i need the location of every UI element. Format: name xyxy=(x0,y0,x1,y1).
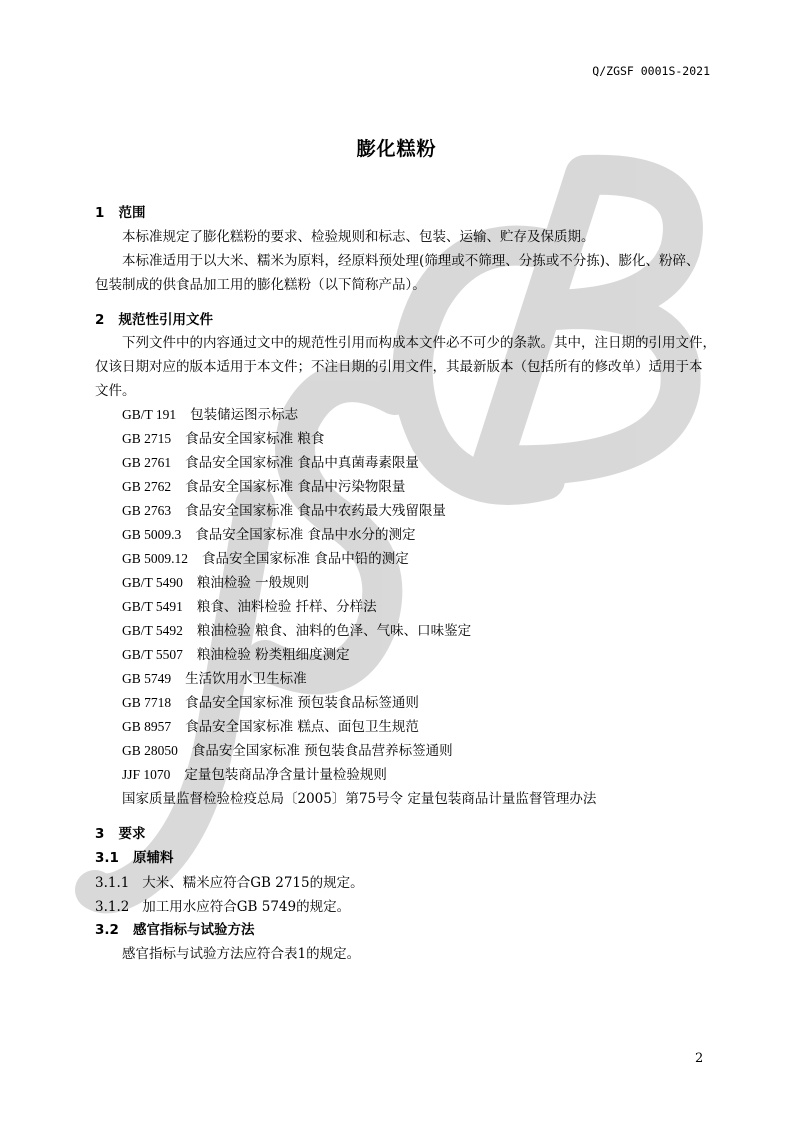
reference-code: GB 5009.3 xyxy=(122,527,182,542)
reference-code: GB/T 5507 xyxy=(122,647,183,662)
reference-title: 定量包装商品净含量计量检验规则 xyxy=(184,767,387,783)
subsection-number: 3.1 xyxy=(95,850,119,866)
reference-item xyxy=(122,551,409,567)
reference-code: GB 28050 xyxy=(122,743,178,758)
paragraph: 本标准规定了膨化糕粉的要求、检验规则和标志、包装、运输、贮存及保质期。 xyxy=(122,229,595,245)
reference-item xyxy=(122,431,324,447)
clause-text: 大米、糯米应符合GB 2715的规定。 xyxy=(142,875,364,891)
reference-item xyxy=(122,599,377,615)
reference-item xyxy=(122,767,387,783)
reference-item xyxy=(122,479,405,495)
reference-item xyxy=(122,527,416,543)
clause-number: 3.1.1 xyxy=(95,875,130,891)
reference-item xyxy=(122,719,419,735)
subsection-3-2-heading xyxy=(95,922,255,938)
paragraph: 感官指标与试验方法应符合表1的规定。 xyxy=(122,946,361,962)
reference-item xyxy=(122,671,307,687)
section-number: 1 xyxy=(95,205,105,221)
reference-title: 食品安全国家标准 粮食 xyxy=(185,431,325,447)
reference-code: GB 8957 xyxy=(122,719,172,734)
paragraph-continuation: 仅该日期对应的版本适用于本文件；不注日期的引用文件，其最新版本（包括所有的修改单）适用于本 xyxy=(95,359,703,375)
clause-3-1-1 xyxy=(95,875,364,891)
reference-code: GB 2761 xyxy=(122,455,172,470)
reference-title: 食品安全国家标准 食品中真菌毒素限量 xyxy=(185,455,419,471)
paragraph: 下列文件中的内容通过文中的规范性引用而构成本文件必不可少的条款。其中，注日期的引用文件， xyxy=(122,335,716,351)
section-1-heading xyxy=(95,205,146,221)
paragraph-continuation: 文件。 xyxy=(95,383,136,399)
reference-title: 粮油检验 一般规则 xyxy=(196,575,310,591)
reference-code: GB/T 5490 xyxy=(122,575,183,590)
reference-title: 粮食、油料检验 扦样、分样法 xyxy=(196,599,377,615)
reference-title: 包装储运图示标志 xyxy=(190,407,299,423)
subsection-title: 感官指标与试验方法 xyxy=(133,922,255,938)
reference-item xyxy=(122,743,453,759)
section-3-heading xyxy=(95,826,146,842)
reference-title: 食品安全国家标准 预包装食品营养标签通则 xyxy=(191,743,453,759)
reference-item xyxy=(122,575,309,591)
reference-item xyxy=(122,647,350,663)
paragraph: 本标准适用于以大米、糯米为原料，经原料预处理(筛理或不筛理、分拣或不分拣)、膨化、粉碎、 xyxy=(122,253,700,269)
reference-item xyxy=(122,455,419,471)
clause-number: 3.1.2 xyxy=(95,899,130,915)
reference-title: 生活饮用水卫生标准 xyxy=(185,671,307,687)
reference-item xyxy=(122,623,471,639)
reference-code: GB 7718 xyxy=(122,695,172,710)
reference-code: GB 2763 xyxy=(122,503,172,518)
reference-title: 食品安全国家标准 食品中水分的测定 xyxy=(195,527,416,543)
document-code: Q/ZGSF 0001S-2021 xyxy=(592,64,710,78)
reference-code: JJF 1070 xyxy=(122,767,171,782)
document-title: 膨化糕粉 xyxy=(356,138,437,160)
section-number: 3 xyxy=(95,826,105,842)
subsection-3-1-heading xyxy=(95,850,174,866)
reference-title: 粮油检验 粉类粗细度测定 xyxy=(196,647,350,663)
reference-title: 食品安全国家标准 预包装食品标签通则 xyxy=(185,695,419,711)
reference-title: 粮油检验 粮食、油料的色泽、气味、口味鉴定 xyxy=(196,623,472,639)
section-2-heading xyxy=(95,312,213,328)
reference-code: GB 2762 xyxy=(122,479,172,494)
clause-3-1-2 xyxy=(95,899,350,915)
section-title: 范围 xyxy=(118,205,146,221)
subsection-number: 3.2 xyxy=(95,922,119,938)
page-number: 2 xyxy=(695,1051,704,1066)
section-title: 要求 xyxy=(118,826,146,842)
section-number: 2 xyxy=(95,312,105,328)
reference-code: GB 2715 xyxy=(122,431,172,446)
reference-item xyxy=(122,503,446,519)
reference-code: GB/T 191 xyxy=(122,407,177,422)
reference-title: 食品安全国家标准 食品中铅的测定 xyxy=(202,551,409,567)
reference-title: 食品安全国家标准 食品中农药最大残留限量 xyxy=(185,503,446,519)
section-title: 规范性引用文件 xyxy=(118,312,214,328)
reference-code: GB/T 5491 xyxy=(122,599,183,614)
reference-code: GB 5009.12 xyxy=(122,551,189,566)
subsection-title: 原辅料 xyxy=(133,850,174,866)
paragraph-continuation: 包装制成的供食品加工用的膨化糕粉（以下简称产品）。 xyxy=(95,277,426,293)
reference-code: GB 5749 xyxy=(122,671,172,686)
reference-item xyxy=(122,407,298,423)
reference-title: 食品安全国家标准 糕点、面包卫生规范 xyxy=(185,719,419,735)
reference-title: 食品安全国家标准 食品中污染物限量 xyxy=(185,479,406,495)
clause-text: 加工用水应符合GB 5749的规定。 xyxy=(142,899,351,915)
reference-code: GB/T 5492 xyxy=(122,623,183,638)
reference-item xyxy=(122,695,419,711)
reference-item: 国家质量监督检验检疫总局〔2005〕第75号令 定量包装商品计量监督管理办法 xyxy=(122,791,597,807)
